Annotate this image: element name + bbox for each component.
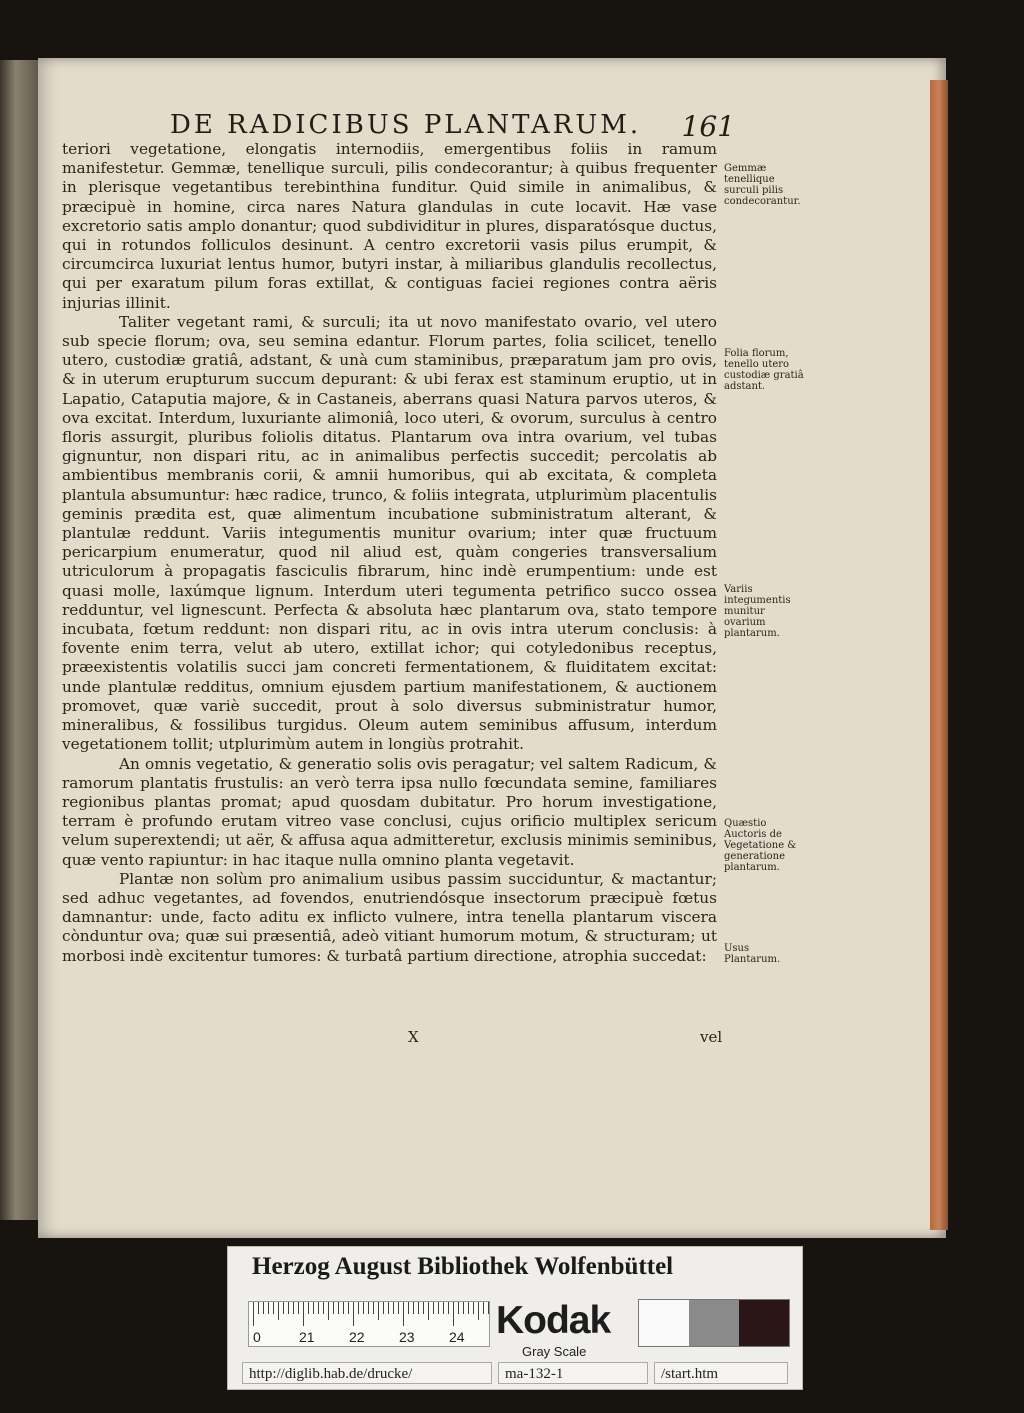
page-header xyxy=(170,110,735,143)
ruler-tick xyxy=(283,1302,284,1314)
ruler-tick xyxy=(273,1302,274,1314)
ruler-tick xyxy=(313,1302,314,1314)
ruler-tick xyxy=(308,1302,309,1314)
ruler-tick xyxy=(433,1302,434,1314)
ruler-tick xyxy=(403,1302,404,1326)
ruler-tick xyxy=(263,1302,264,1314)
ruler-tick xyxy=(258,1302,259,1314)
ruler-tick xyxy=(468,1302,469,1314)
page-number: 161 xyxy=(681,110,735,143)
library-label-card xyxy=(227,1246,803,1390)
margin-note: Gemmæ tenellique surculi pilis condecorantur. xyxy=(724,163,801,207)
ruler-tick xyxy=(368,1302,369,1314)
ruler-tick xyxy=(488,1302,489,1314)
ruler-number: 24 xyxy=(449,1329,465,1345)
ruler-tick xyxy=(293,1302,294,1314)
gray-patch-dark xyxy=(739,1300,789,1346)
ruler-tick xyxy=(353,1302,354,1326)
ruler-tick xyxy=(458,1302,459,1314)
paragraph: Taliter vegetant rami, & surculi; ita ut novo manifestato ovario, vel utero sub specie florum; ova, seu semina edantur. Florum partes, folia scilicet, tenello utero, custodiæ gratiâ, adstant, & unà cum staminibus, præparatum jam pro ovis, & in uterum erupturum succum depurant: & ubi ferax est staminum eruptio, ut in Lapatio, Cataputia majore, & in Castaneis, aberrans quasi Natura parvos uteros, & ova excitat. Interdum, luxuriante alimoniâ, loco uteri, & ovorum, surculus à centro floris assurgit, pluribus foliolis ditatus. Plantarum ova intra ovarium, vel tubas gignuntur, non dispari ritu, ac in animalibus perfectis succedit; percolatis ab ambientibus membranis corii, & amnii humoribus, qui ab excitata, & completa plantula absumuntur: hæc radice, trunco, & foliis integrata, utplurimùm placentulis geminis prædita est, quæ alimentum incubatione subministratum alterant, & plantulæ reddunt. Variis integumentis munitur ovarium; inter quæ fructuum pericarpium enumeratur, quod nil aliud est, quàm congeries transversalium utriculorum à propagatis fasciculis fibrarum, hinc indè erumpentium: unde est quasi molle, laxúmque lignum. Interdum uteri tegumenta petrifico succo ossea redduntur, vel lignescunt. Perfecta & absoluta hæc plantarum ova, stato tempore incubata, fœtum reddunt: non dispari ritu, ac in ovis intra uterum conclusis: à fovente enim terra, velut ab utero, extillat ichor; qui cotyledonibus receptus, præexistentis volatilis succi jam concreti fermentationem, & fluiditatem excitat: unde plantulæ redditus, omnium ejusdem partium manifestationem, & auctionem promovet, quæ variè succedit, prout à solo diversus subministratur humor, mineralibus, & fossilibus turgidus. Oleum autem seminibus affusum, interdum vegetationem tollit; utplurimùm autem in longiùs protrahit. xyxy=(62,312,717,754)
paragraph: teriori vegetatione, elongatis internodiis, emergentibus foliis in ramum manifestetur. Gemmæ, tenellique surculi, pilis condecorantur; à quibus frequenter in plerisque vegetantibus terebinthina funditur. Quid simile in animalibus, & præcipuè in homine, circa nares Natura glandulas in cute locavit. Hæ vase excretorio satis amplo donantur; quod subdividitur in plures, disparatósque ductus, qui in rotundos folliculos desinunt. A centro excretorii vasis pilus erumpit, & circumcirca luxuriat lentus humor, butyri instar, à miliaribus glandulis recollectus, qui per exaratum pilum foras extillat, & contiguas faciei regiones contra aëris injurias illinit. xyxy=(62,140,717,312)
ruler-number: 21 xyxy=(299,1329,315,1345)
ruler-tick xyxy=(323,1302,324,1314)
ruler-tick xyxy=(448,1302,449,1314)
url-start: http://diglib.hab.de/drucke/ xyxy=(242,1362,492,1384)
paragraph: Plantæ non solùm pro animalium usibus passim succiduntur, & mactantur; sed adhuc vegetantes, ad fovendos, enutriendósque insectorum præcipuè fœtus damnantur: unde, facto aditu ex inflicto vulnere, intra tenella plantarum viscera cònduntur ova; quæ sui præsentiâ, adeò vitiant humorum motum, & structuram; ut morbosi indè excitentur tumores: & turbatâ partium directione, atrophia succedat: xyxy=(62,869,717,965)
ruler-number: 23 xyxy=(399,1329,415,1345)
ruler-tick xyxy=(318,1302,319,1314)
margin-note: Folia florum, tenello utero custodiæ gratiâ adstant. xyxy=(724,348,804,392)
margin-note: Usus Plantarum. xyxy=(724,943,781,965)
ruler-tick xyxy=(253,1302,254,1326)
ruler-tick xyxy=(398,1302,399,1314)
url-row xyxy=(242,1362,788,1386)
ruler-tick xyxy=(278,1302,279,1320)
ruler-tick xyxy=(388,1302,389,1314)
gray-patch-white xyxy=(639,1300,689,1346)
paragraph: An omnis vegetatio, & generatio solis ovis peragatur; vel saltem Radicum, & ramorum plantatis frustulis: an verò terra ipsa nullo fœcundata semine, familiares regionibus plantas promat; apud quosdam dubitatur. Pro horum investigatione, terram è profundo erutam vitreo vase conclusi, cujus orificio multiplex sericum velum superextendi; ut aër, & affusa aqua admitteretur, exclusis minimis seminibus, quæ vento rapiuntur: in hac itaque nulla omnino planta vegetavit. xyxy=(62,754,717,869)
ruler-tick xyxy=(443,1302,444,1314)
ruler-tick xyxy=(428,1302,429,1320)
library-name: Herzog August Bibliothek Wolfenbüttel xyxy=(252,1253,674,1280)
margin-note: Variis integumentis munitur ovarium plantarum. xyxy=(724,584,791,639)
margin-note: Quæstio Auctoris de Vegetatione & generatione plantarum. xyxy=(724,818,797,873)
ruler-tick xyxy=(483,1302,484,1314)
ruler-tick xyxy=(338,1302,339,1314)
book-spine-edge xyxy=(0,60,40,1220)
ruler-tick xyxy=(303,1302,304,1326)
ruler-tick xyxy=(393,1302,394,1314)
ruler xyxy=(248,1301,490,1347)
ruler-tick xyxy=(348,1302,349,1314)
ruler-tick xyxy=(373,1302,374,1314)
ruler-tick xyxy=(423,1302,424,1314)
ruler-tick xyxy=(298,1302,299,1314)
signature-mark: X xyxy=(408,1028,419,1046)
gray-scale-patches xyxy=(638,1299,790,1347)
running-head: DE RADICIBUS PLANTARUM. xyxy=(170,110,642,140)
ruler-tick xyxy=(288,1302,289,1314)
ruler-tick xyxy=(453,1302,454,1326)
gray-scale-label: Gray Scale xyxy=(522,1344,587,1359)
ruler-tick xyxy=(358,1302,359,1314)
ruler-tick xyxy=(418,1302,419,1314)
catchword: vel xyxy=(700,1028,723,1046)
ruler-tick xyxy=(463,1302,464,1314)
ruler-tick xyxy=(438,1302,439,1314)
gray-patch-mid xyxy=(689,1300,739,1346)
ruler-tick xyxy=(383,1302,384,1314)
shelfmark: ma-132-1 xyxy=(498,1362,648,1384)
ruler-number: 0 xyxy=(253,1329,261,1345)
ruler-tick xyxy=(363,1302,364,1314)
url-end: /start.htm xyxy=(654,1362,788,1384)
ruler-tick xyxy=(473,1302,474,1314)
ruler-tick xyxy=(413,1302,414,1314)
page-fore-edge xyxy=(930,80,948,1230)
ruler-tick xyxy=(378,1302,379,1320)
ruler-tick xyxy=(343,1302,344,1314)
main-text xyxy=(62,140,717,966)
ruler-tick xyxy=(333,1302,334,1314)
ruler-tick xyxy=(478,1302,479,1320)
ruler-number: 22 xyxy=(349,1329,365,1345)
kodak-logo: Kodak xyxy=(496,1299,611,1342)
ruler-tick xyxy=(408,1302,409,1314)
ruler-tick xyxy=(268,1302,269,1314)
ruler-tick xyxy=(328,1302,329,1320)
